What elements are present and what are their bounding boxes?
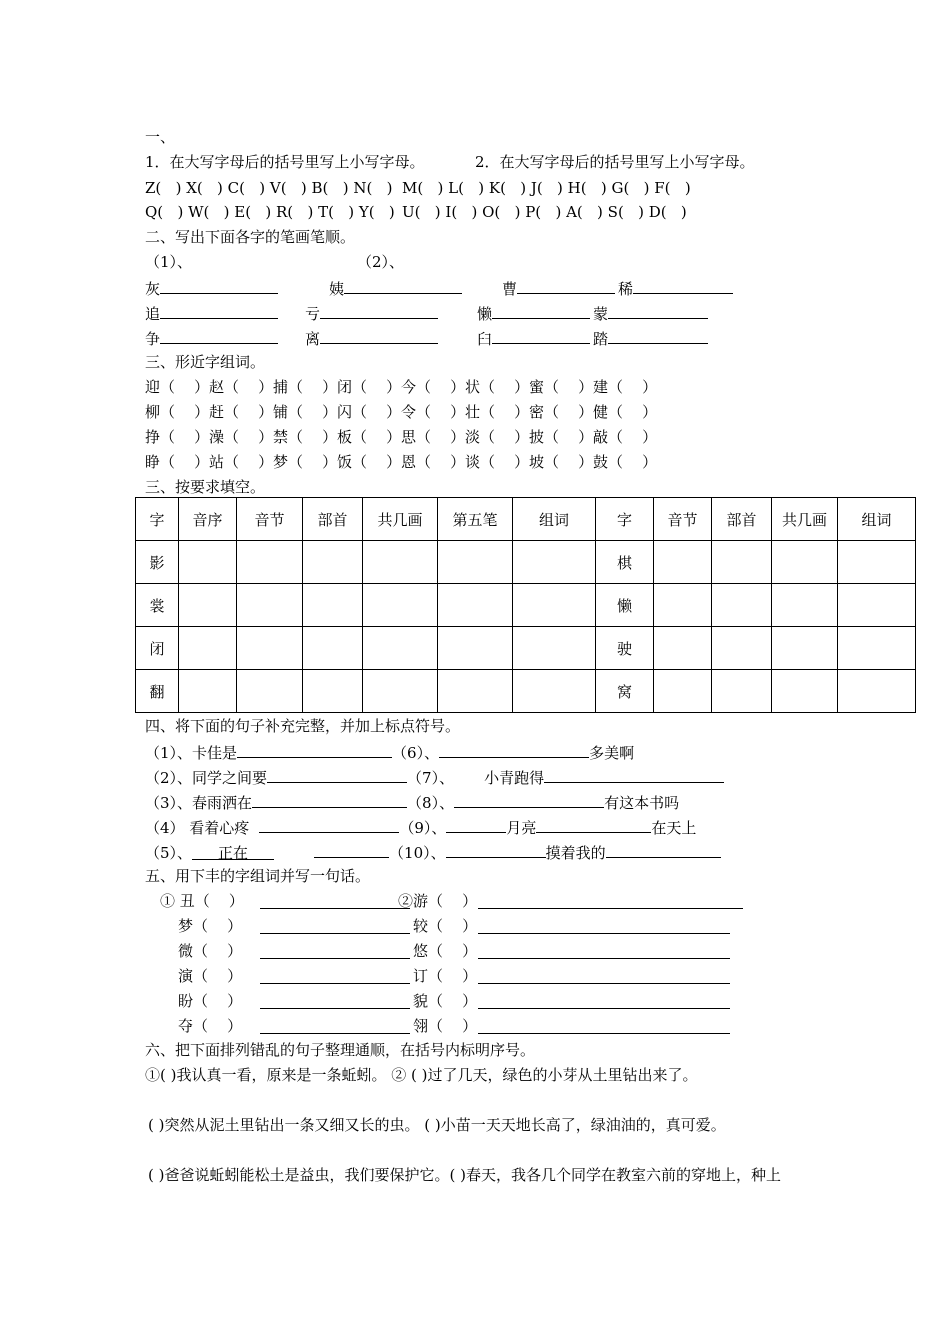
similar-char-item: 思（ ） bbox=[401, 428, 466, 446]
word-blank-line[interactable] bbox=[260, 892, 410, 909]
similar-char-item: 鼓（ ） bbox=[593, 453, 658, 471]
table-blank-cell[interactable] bbox=[513, 627, 596, 670]
stroke-char: 姨 bbox=[329, 278, 462, 298]
table-blank-cell[interactable] bbox=[513, 670, 596, 713]
similar-char-item: 闪（ ） bbox=[337, 403, 402, 421]
table-blank-cell[interactable] bbox=[712, 670, 772, 713]
table-header-row bbox=[136, 498, 916, 541]
table-blank-cell[interactable] bbox=[363, 670, 438, 713]
word-blank-line[interactable] bbox=[260, 1017, 410, 1034]
fill-table bbox=[135, 497, 916, 713]
table-blank-cell[interactable] bbox=[179, 670, 237, 713]
word-left-item: ① 丑（ ） bbox=[160, 892, 244, 910]
table-blank-cell[interactable] bbox=[772, 627, 838, 670]
similar-char-item: 迎（ ） bbox=[145, 378, 210, 396]
similar-char-item: 澡（ ） bbox=[209, 428, 274, 446]
table-header-cell: 音节 bbox=[237, 498, 303, 541]
letters-row2-a: Q( ) W( ) E( ) R( ) T( ) Y( ) bbox=[145, 203, 395, 221]
sentence-blank-line[interactable] bbox=[478, 992, 730, 1009]
table-blank-cell[interactable] bbox=[712, 584, 772, 627]
stroke-char: 稀 bbox=[618, 278, 733, 298]
sentence-blank-line[interactable] bbox=[478, 917, 730, 934]
similar-char-item: 健（ ） bbox=[593, 403, 658, 421]
table-blank-cell[interactable] bbox=[513, 584, 596, 627]
table-blank-cell[interactable] bbox=[363, 627, 438, 670]
word-blank-line[interactable] bbox=[260, 917, 410, 934]
word-right-item: 订（ ） bbox=[413, 967, 478, 985]
similar-char-item: 赶（ ） bbox=[209, 403, 274, 421]
stroke-char: 蒙 bbox=[593, 303, 708, 323]
section2-title: 二、写出下面各字的笔画笔顺。 bbox=[145, 228, 356, 246]
similar-char-item: 禁（ ） bbox=[273, 428, 338, 446]
similar-char-item: 谈（ ） bbox=[465, 453, 530, 471]
table-header-cell: 组词 bbox=[513, 498, 596, 541]
table-blank-cell[interactable] bbox=[712, 627, 772, 670]
word-left-item: 夺（ ） bbox=[178, 1017, 243, 1035]
sentence-line: （1）、卡佳是 （6）、 多美啊 bbox=[145, 744, 635, 762]
table-row bbox=[136, 670, 916, 713]
table-char-cell: 驶 bbox=[596, 627, 654, 670]
table-blank-cell[interactable] bbox=[179, 627, 237, 670]
table-char-cell: 裳 bbox=[136, 584, 179, 627]
similar-char-item: 今（ ） bbox=[401, 378, 466, 396]
letters-row1-b: M( ) L( ) K( ) J( ) H( ) G( ) F( ) bbox=[402, 179, 691, 197]
table-blank-cell[interactable] bbox=[303, 584, 363, 627]
section6-title: 六、把下面排列错乱的句子整理通顺，在括号内标明序号。 bbox=[145, 1041, 536, 1059]
similar-char-item: 壮（ ） bbox=[465, 403, 530, 421]
similar-char-item: 淡（ ） bbox=[465, 428, 530, 446]
table-char-cell: 影 bbox=[136, 541, 179, 584]
word-left-item: 盼（ ） bbox=[178, 992, 243, 1010]
stroke-char: 争 bbox=[145, 328, 278, 348]
sentence-blank-line[interactable] bbox=[478, 942, 730, 959]
word-right-item: ②游（ ） bbox=[398, 892, 478, 910]
sentence-line: （3）、春雨洒在 （8）、 有这本书吗 bbox=[145, 794, 680, 812]
table-blank-cell[interactable] bbox=[179, 584, 237, 627]
table-header-cell: 字 bbox=[596, 498, 654, 541]
word-blank-line[interactable] bbox=[260, 967, 410, 984]
table-blank-cell[interactable] bbox=[838, 541, 916, 584]
table-blank-cell[interactable] bbox=[772, 670, 838, 713]
section2-part1: （1）、 bbox=[145, 253, 193, 271]
similar-char-item: 令（ ） bbox=[401, 403, 466, 421]
table-char-cell: 翻 bbox=[136, 670, 179, 713]
word-left-item: 梦（ ） bbox=[178, 917, 243, 935]
stroke-char: 曹 bbox=[502, 278, 615, 298]
table-blank-cell[interactable] bbox=[363, 541, 438, 584]
sentence-line: （2）、同学之间要 （7）、 小青跑得 bbox=[145, 767, 724, 787]
sentence-blank-line[interactable] bbox=[478, 967, 730, 984]
table-header-cell: 共几画 bbox=[363, 498, 438, 541]
sentence-line: （5）、 正在 （10）、 摸着我的 bbox=[145, 842, 721, 862]
table-blank-cell[interactable] bbox=[654, 670, 712, 713]
letters-row1-a: Z( ) X( ) C( ) V( ) B( ) N( ) bbox=[145, 179, 393, 197]
section1-q1: 1．在大写字母后的括号里写上小写字母。 bbox=[145, 153, 425, 171]
similar-char-item: 捕（ ） bbox=[273, 378, 338, 396]
table-blank-cell[interactable] bbox=[838, 670, 916, 713]
table-blank-cell[interactable] bbox=[237, 584, 303, 627]
table-blank-cell[interactable] bbox=[772, 584, 838, 627]
section2-part2: （2）、 bbox=[357, 253, 405, 271]
word-right-item: 较（ ） bbox=[413, 917, 478, 935]
similar-char-item: 挣（ ） bbox=[145, 428, 210, 446]
stroke-char: 臼 bbox=[477, 328, 590, 348]
section5-title: 五、用下丰的字组词并写一句话。 bbox=[145, 867, 371, 885]
stroke-char: 离 bbox=[305, 328, 438, 348]
arrange-para-1: ①( )我认真一看，原来是一条蚯蚓。 ② ( )过了几天，绿色的小芽从土里钻出来了。 bbox=[145, 1066, 698, 1084]
table-blank-cell[interactable] bbox=[438, 541, 513, 584]
similar-char-item: 披（ ） bbox=[529, 428, 594, 446]
similar-char-item: 密（ ） bbox=[529, 403, 594, 421]
table-blank-cell[interactable] bbox=[838, 627, 916, 670]
table-char-cell: 窝 bbox=[596, 670, 654, 713]
sentence-line: （4） 看着心疼 （9）、 月亮 在天上 bbox=[145, 819, 697, 837]
similar-char-item: 闭（ ） bbox=[337, 378, 402, 396]
table-header-cell: 音序 bbox=[179, 498, 237, 541]
similar-char-item: 饭（ ） bbox=[337, 453, 402, 471]
similar-char-item: 蜜（ ） bbox=[529, 378, 594, 396]
table-row bbox=[136, 541, 916, 584]
table-blank-cell[interactable] bbox=[654, 584, 712, 627]
table-char-cell: 懒 bbox=[596, 584, 654, 627]
table-blank-cell[interactable] bbox=[237, 670, 303, 713]
stroke-char: 踏 bbox=[593, 328, 708, 348]
similar-char-item: 赵（ ） bbox=[209, 378, 274, 396]
table-blank-cell[interactable] bbox=[303, 670, 363, 713]
table-blank-cell[interactable] bbox=[712, 541, 772, 584]
table-blank-cell[interactable] bbox=[237, 541, 303, 584]
section3-title: 三、形近字组词。 bbox=[145, 353, 266, 371]
table-header-cell: 第五笔 bbox=[438, 498, 513, 541]
similar-char-item: 恩（ ） bbox=[401, 453, 466, 471]
section3b-title: 三、按要求填空。 bbox=[145, 478, 266, 496]
stroke-char: 亏 bbox=[305, 303, 438, 323]
similar-char-item: 坡（ ） bbox=[529, 453, 594, 471]
table-header-cell: 共几画 bbox=[772, 498, 838, 541]
arrange-para-2: ( )突然从泥土里钻出一条又细又长的虫。 ( )小苗一天天地长高了，绿油油的，真可爱。 bbox=[148, 1116, 726, 1134]
table-blank-cell[interactable] bbox=[772, 541, 838, 584]
similar-char-item: 柳（ ） bbox=[145, 403, 210, 421]
word-blank-line[interactable] bbox=[260, 992, 410, 1009]
stroke-char: 追 bbox=[145, 303, 278, 323]
table-blank-cell[interactable] bbox=[438, 670, 513, 713]
word-left-item: 微（ ） bbox=[178, 942, 243, 960]
table-header-cell: 部首 bbox=[712, 498, 772, 541]
word-right-item: 悠（ ） bbox=[413, 942, 478, 960]
table-blank-cell[interactable] bbox=[438, 584, 513, 627]
similar-char-item: 梦（ ） bbox=[273, 453, 338, 471]
table-blank-cell[interactable] bbox=[654, 627, 712, 670]
table-blank-cell[interactable] bbox=[438, 627, 513, 670]
table-header-cell: 音节 bbox=[654, 498, 712, 541]
table-header-cell: 字 bbox=[136, 498, 179, 541]
similar-char-item: 站（ ） bbox=[209, 453, 274, 471]
letters-row2-b: U( ) I( ) O( ) P( ) A( ) S( ) D( ) bbox=[402, 203, 687, 221]
section1-number: 一、 bbox=[145, 128, 176, 146]
table-header-cell: 组词 bbox=[838, 498, 916, 541]
table-blank-cell[interactable] bbox=[838, 584, 916, 627]
word-right-item: 貌（ ） bbox=[413, 992, 478, 1010]
table-char-cell: 闭 bbox=[136, 627, 179, 670]
stroke-char: 懒 bbox=[477, 303, 590, 323]
table-blank-cell[interactable] bbox=[179, 541, 237, 584]
word-blank-line[interactable] bbox=[260, 942, 410, 959]
similar-char-item: 板（ ） bbox=[337, 428, 402, 446]
table-blank-cell[interactable] bbox=[513, 541, 596, 584]
similar-char-item: 建（ ） bbox=[593, 378, 658, 396]
similar-char-item: 敲（ ） bbox=[593, 428, 658, 446]
section1-q2: 2．在大写字母后的括号里写上小写字母。 bbox=[475, 153, 755, 171]
word-left-item: 演（ ） bbox=[178, 967, 243, 985]
section4-title: 四、将下面的句子补充完整，并加上标点符号。 bbox=[145, 717, 461, 735]
sentence-blank-line[interactable] bbox=[478, 892, 743, 909]
word-right-item: 翎（ ） bbox=[413, 1017, 478, 1035]
table-blank-cell[interactable] bbox=[654, 541, 712, 584]
table-row bbox=[136, 627, 916, 670]
table-header-cell: 部首 bbox=[303, 498, 363, 541]
table-row bbox=[136, 584, 916, 627]
sentence-blank-line[interactable] bbox=[478, 1017, 730, 1034]
table-blank-cell[interactable] bbox=[237, 627, 303, 670]
arrange-para-3: ( )爸爸说蚯蚓能松土是益虫，我们要保护它。( )春天，我各几个同学在教室六前的穿地上，种上 bbox=[148, 1166, 781, 1184]
stroke-char: 灰 bbox=[145, 278, 278, 298]
table-blank-cell[interactable] bbox=[303, 541, 363, 584]
similar-char-item: 睁（ ） bbox=[145, 453, 210, 471]
table-blank-cell[interactable] bbox=[303, 627, 363, 670]
table-char-cell: 棋 bbox=[596, 541, 654, 584]
similar-char-item: 状（ ） bbox=[465, 378, 530, 396]
similar-char-item: 铺（ ） bbox=[273, 403, 338, 421]
table-blank-cell[interactable] bbox=[363, 584, 438, 627]
